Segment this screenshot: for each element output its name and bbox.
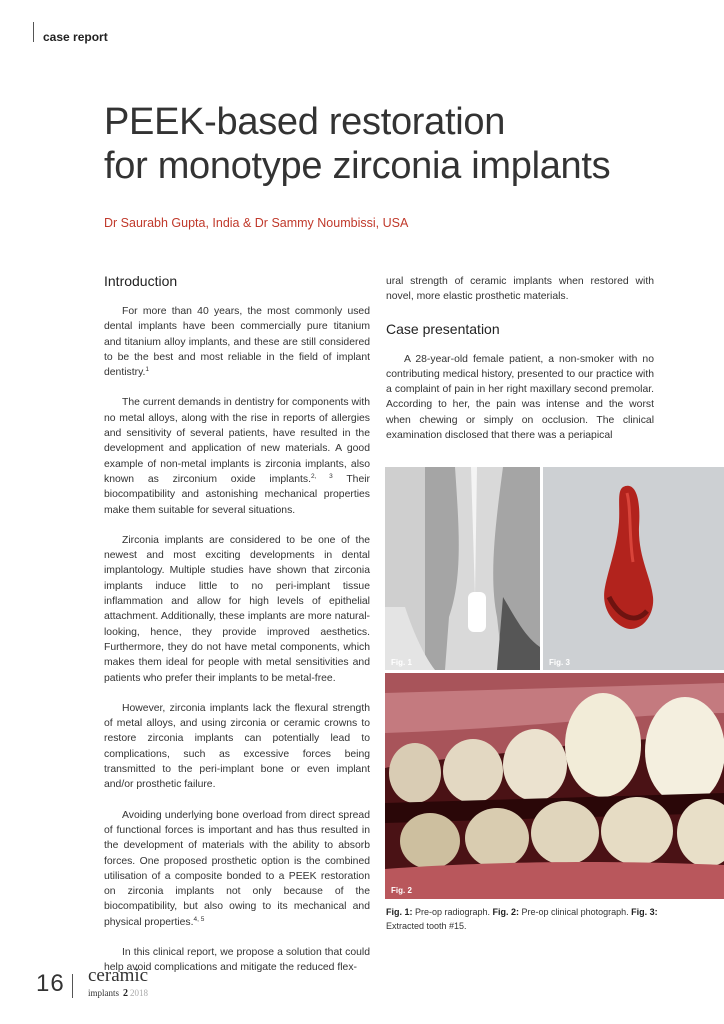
footer-divider: [72, 974, 73, 998]
reference-2-3: 2, 3: [311, 472, 333, 480]
reference-1: 1: [145, 366, 150, 374]
figure-caption: Fig. 1: Pre-op radiograph. Fig. 2: Pre-op clinical photograph. Fig. 3: Extracted tooth #15.: [386, 907, 658, 931]
fig1-label: Fig. 1: [391, 658, 412, 667]
section-divider: [33, 22, 34, 42]
fig1-radiograph-image: [385, 467, 540, 670]
magazine-logo-name: ceramic: [88, 965, 149, 986]
title-line-2: for monotype zirconia implants: [104, 145, 611, 187]
intro-paragraph-4: However, zirconia implants lack the flexural strength of metal alloys, and using zirconia or ceramic crowns to restore zirconia implants can potentially lead to complications, such as excessive forces being transmitted to the peri-implant bone or even implant and/or prosthetic failure.: [104, 702, 370, 791]
left-column: [104, 272, 370, 991]
issue-year: 2018: [130, 988, 148, 998]
right-column: [386, 274, 654, 458]
fig3-label: Fig. 3: [549, 658, 570, 667]
intro-paragraph-2: The current demands in dentistry for components with no metal alloys, along with the rise in reports of allergies and sensitivity of several patients, have resulted in the development and application of new materials. A good example of non-metal implants is zirconia implants, also known as zirconium oxide implants.$^{2, 3}$ Their biocompatibility and astonishing mechanical properties make them suitable for several situations.: [104, 397, 370, 516]
fig2-clinical-photo-image: [385, 673, 724, 899]
title-line-1: PEEK-based restoration: [104, 101, 506, 143]
introduction-heading: Introduction: [104, 273, 178, 289]
issue-number: 2: [123, 988, 128, 999]
intro-paragraph-5: Avoiding underlying bone overload from direct spread of functional forces is important and has thus resulted in the development of materials with the ability to absorb forces. One proposed prosthetic option is the combined utilisation of a composite bonded to a PEEK restoration on zirconia implants not only because of the biocompatibility, but also owing to its mechanical and physical properties.$^{4, 5}$: [104, 809, 370, 928]
intro-paragraph-3: Zirconia implants are considered to be one of the newest and most exciting developments in dental implantology. Multiple studies have shown that zirconia implants induce little to no peri-implant tissue inflammation and allow for high levels of epithelial attachment. Additionally, these implants are more natural-looking, hence, they provide improved aesthetics. Furthermore, they do not have metal components, which makes them ideal for people with metal sensitivities and patients who prefer their implants to be metal-free.: [104, 534, 370, 684]
magazine-logo-sub: implants 2 2018: [88, 988, 148, 999]
intro-paragraph-1: For more than 40 years, the most commonly used dental implants have been commercially pure titanium and titanium alloy implants, and these are still considered to be the best and most reliable in the field of implant dentistry.$^1$: [104, 306, 370, 379]
fig2-label: Fig. 2: [391, 886, 412, 895]
article-title: [104, 100, 610, 188]
case-presentation-heading: Case presentation: [386, 320, 500, 337]
authors-line: Dr Saurabh Gupta, India & Dr Sammy Noumbissi, USA: [104, 216, 409, 230]
page-number: 16: [36, 970, 65, 997]
intro-paragraph-6: In this clinical report, we propose a solution that could help avoid complications and mitigate the reduced flex-: [104, 946, 370, 974]
continued-paragraph: ural strength of ceramic implants when restored with novel, more elastic prosthetic materials.: [386, 276, 654, 303]
fig3-extracted-tooth-image: [543, 467, 724, 670]
case-paragraph-1: A 28-year-old female patient, a non-smoker with no contributing medical history, presented to our practice with a complaint of pain in her right maxillary second premolar. According to her, the pain was intense and the worst when chewing or simply on occlusion. The clinical examination disclosed that there was a periapical: [386, 353, 654, 442]
section-label: case report: [43, 30, 108, 44]
reference-4-5: 4, 5: [193, 915, 205, 923]
